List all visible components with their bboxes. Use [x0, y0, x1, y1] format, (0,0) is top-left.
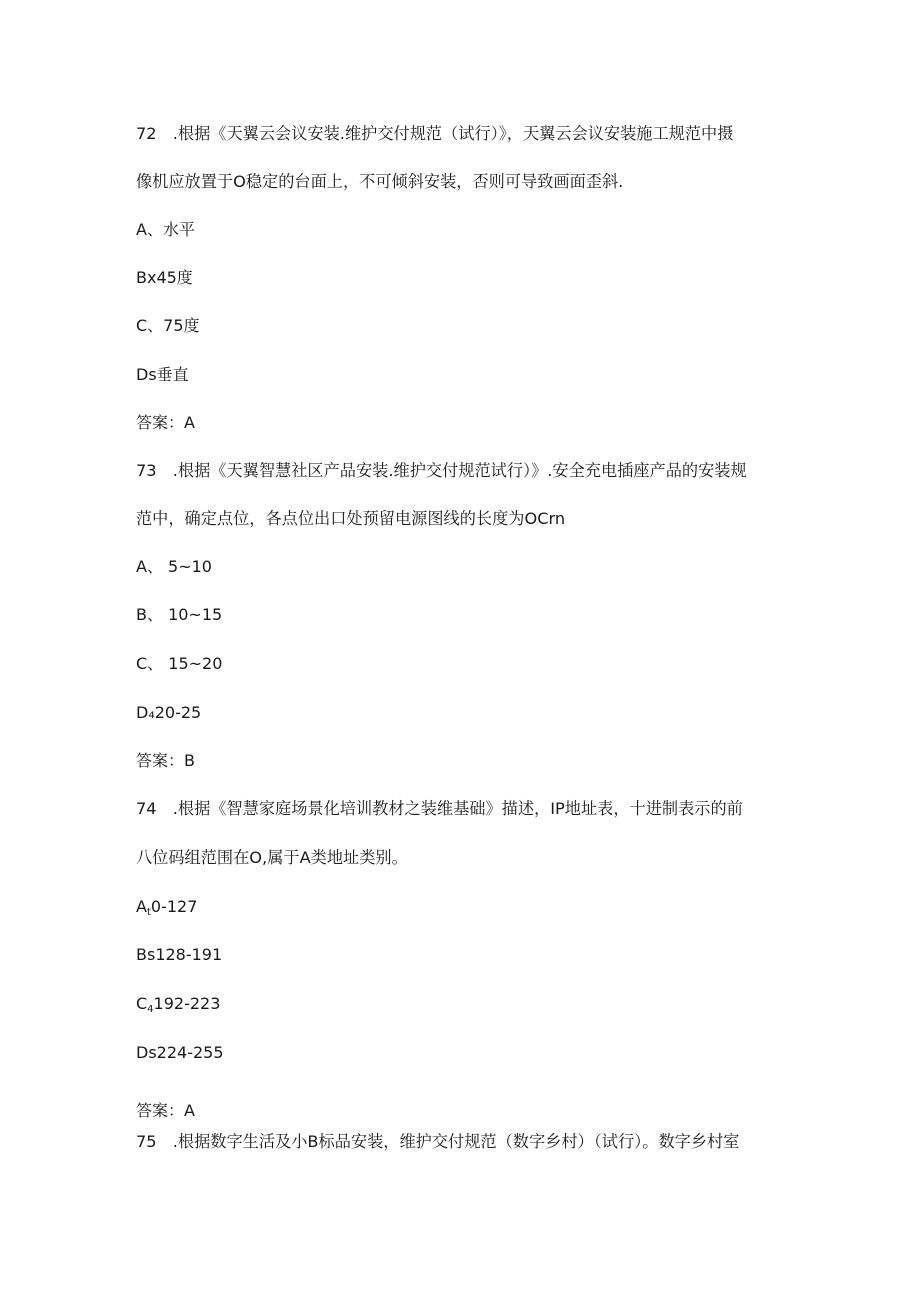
option-a-prefix: A — [136, 897, 147, 916]
question-73-option-a: A、 5~10 — [136, 557, 212, 576]
option-a-subscript: t — [146, 907, 151, 918]
question-72-answer: 答案：A — [136, 413, 195, 432]
question-72-option-c: C、75度 — [136, 316, 200, 335]
question-74-option-a — [136, 897, 197, 923]
option-c-value: 192-223 — [153, 994, 221, 1013]
option-a-value: 0-127 — [150, 897, 198, 916]
question-72-line-1: 72 .根据《天翼云会议安装.维护交付规范（试行）》，天翼云会议安装施工规范中摄 — [136, 124, 734, 143]
question-74-answer: 答案：A — [136, 1101, 195, 1120]
question-74-line-1: 74 .根据《智慧家庭场景化培训教材之装维基础》描述，IP地址表，十进制表示的前 — [136, 799, 743, 818]
question-73-option-d: D₄20-25 — [136, 703, 202, 722]
question-74-option-d: Ds224-255 — [136, 1043, 224, 1062]
option-c-subscript: 4 — [147, 1004, 154, 1015]
question-73-option-c: C、 15~20 — [136, 654, 223, 673]
question-74-line-2: 八位码组范围在O,属于A类地址类别。 — [136, 848, 408, 867]
question-72-option-a: A、水平 — [136, 220, 195, 239]
question-73-line-2: 范中，确定点位，各点位出口处预留电源图线的长度为OCrn — [136, 509, 566, 528]
question-73-line-1: 73 .根据《天翼智慧社区产品安装.维护交付规范试行）》.安全充电插座产品的安装规 — [136, 461, 747, 480]
question-72-line-2: 像机应放置于O稳定的台面上，不可倾斜安装，否则可导致画面歪斜. — [136, 172, 624, 191]
question-73-answer: 答案：B — [136, 751, 195, 770]
question-73-option-b: B、 10~15 — [136, 605, 223, 624]
question-74-option-c — [136, 994, 220, 1020]
question-72-option-d: Ds垂直 — [136, 365, 189, 384]
question-72-option-b: Bx45度 — [136, 268, 193, 287]
question-74-option-b: Bs128-191 — [136, 945, 223, 964]
question-75-line-1: 75 .根据数字生活及小B标品安装，维护交付规范（数字乡村）（试行）。数字乡村室 — [136, 1132, 740, 1151]
option-c-prefix: C — [136, 994, 148, 1013]
